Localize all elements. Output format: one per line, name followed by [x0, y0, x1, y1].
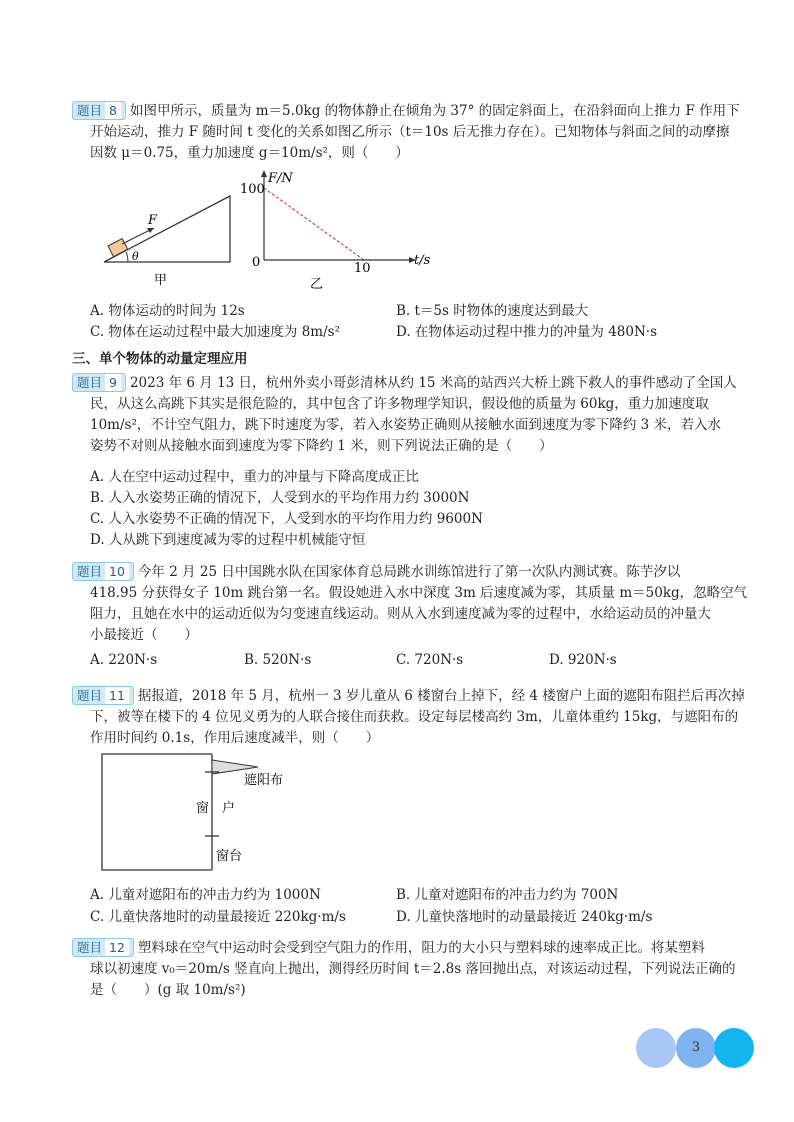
- q9-option-a[interactable]: A. 人在空中运动过程中，重力的冲量与下降高度成正比: [90, 469, 419, 485]
- question-9-line-2: 民，从这么高跳下其实是很危险的，其中包含了许多物理学知识，假设他的质量为 60kg，重力加速度取: [90, 396, 709, 412]
- badge-bubble-right: [714, 1028, 754, 1068]
- question-9-line-4: 姿势不对则从接触水面到速度为零下降约 1 米，则下列说法正确的是（ ）: [90, 438, 553, 454]
- q8-option-a[interactable]: A. 物体运动的时间为 12s: [90, 303, 245, 319]
- x-axis-label: t/s: [414, 253, 431, 268]
- q11-option-b[interactable]: B. 儿童对遮阳布的冲击力约为 700N: [396, 887, 619, 903]
- q9-option-d[interactable]: D. 人从跳下到速度减为零的过程中机械能守恒: [90, 532, 366, 548]
- q11-option-a[interactable]: A. 儿童对遮阳布的冲击力约为 1000N: [90, 887, 321, 903]
- force-line: [264, 188, 364, 260]
- page-number-badge: [636, 1028, 754, 1068]
- figure-yi-caption: 乙: [310, 277, 324, 292]
- block: [108, 239, 128, 257]
- question-8-line-1: 题目 8 如图甲所示，质量为 m＝5.0kg 的物体静止在倾角为 37° 的固定斜面上，在沿斜面向上推力 F 作用下: [72, 101, 732, 122]
- question-tag: 题目 9: [72, 373, 126, 392]
- question-9-line-3: 10m/s²，不计空气阻力，跳下时速度为零，若入水姿势正确则从接触水面到速度为零下降约 3 米，若入水: [90, 417, 722, 433]
- question-10-line-4: 小最接近（ ）: [90, 627, 198, 643]
- q10-option-b[interactable]: B. 520N·s: [244, 652, 312, 668]
- question-11-line-1: 题目 11 据报道，2018 年 5 月，杭州一 3 岁儿童从 6 楼窗台上掉下，经 4 楼窗户上面的遮阳布阻拦后再次掉: [72, 686, 732, 707]
- x-tick-10: 10: [354, 261, 371, 276]
- q10-option-c[interactable]: C. 720N·s: [396, 652, 464, 668]
- q11-option-d[interactable]: D. 儿童快落地时的动量最接近 240kg·m/s: [396, 909, 653, 925]
- question-tag: 题目 10: [72, 562, 134, 581]
- y-axis-arrow: [261, 170, 267, 177]
- q8-option-b[interactable]: B. t＝5s 时物体的速度达到最大: [396, 303, 589, 319]
- section-heading: 三、单个物体的动量定理应用: [72, 351, 248, 367]
- question-12-line-2: 球以初速度 v₀＝20m/s 竖直向上抛出，测得经历时间 t＝2.8s 落回抛出点，对该运动过程，下列说法正确的: [90, 961, 736, 977]
- badge-bubble-left: [636, 1028, 676, 1068]
- awning-label: 遮阳布: [244, 773, 284, 788]
- figure-jia-caption: 甲: [154, 273, 168, 286]
- question-8-line-2: 开始运动，推力 F 随时间 t 变化的关系如图乙所示（t＝10s 后无推力存在）。已知物体与斜面之间的动摩擦: [90, 124, 730, 140]
- y-axis-label: F/N: [268, 171, 293, 186]
- question-tag: 题目 8: [72, 101, 126, 120]
- q10-option-d[interactable]: D. 920N·s: [549, 652, 617, 668]
- question-8: [72, 101, 740, 164]
- q8-option-c[interactable]: C. 物体在运动过程中最大加速度为 8m/s²: [90, 324, 341, 340]
- sill-label: 窗台: [216, 849, 243, 864]
- figure-building: [100, 752, 300, 874]
- question-12-line-1: 题目 12 塑料球在空气中运动时会受到空气阻力的作用，阻力的大小只与塑料球的速率成正比。将某塑料: [72, 938, 732, 959]
- question-10-line-1: 题目 10 今年 2 月 25 日中国跳水队在国家体育总局跳水训练馆进行了第一次队内测试赛。陈芋汐以: [72, 562, 732, 583]
- page-number: 3: [691, 1040, 701, 1055]
- y-tick-100: 100: [240, 182, 265, 197]
- question-11-line-3: 作用时间约 0.1s，作用后速度减半，则（ ）: [90, 730, 380, 746]
- window-label: 窗 户: [196, 801, 236, 816]
- figure-incline: [98, 186, 238, 286]
- question-11: [72, 686, 745, 749]
- question-10-line-3: 阻力，且她在水中的运动近似为匀变速直线运动。则从入水到速度减为零的过程中，水给运动员的冲量大: [90, 606, 711, 622]
- figure-force-time-chart: [238, 168, 438, 292]
- question-9: [72, 373, 737, 457]
- angle-arc: [126, 252, 128, 262]
- angle-label: θ: [132, 250, 139, 263]
- question-tag: 题目 11: [72, 686, 134, 705]
- q9-option-b[interactable]: B. 人入水姿势正确的情况下，人受到水的平均作用力约 3000N: [90, 490, 470, 506]
- q9-option-c[interactable]: C. 人入水姿势不正确的情况下，人受到水的平均作用力约 9600N: [90, 511, 483, 527]
- q11-option-c[interactable]: C. 儿童快落地时的动量最接近 220kg·m/s: [90, 909, 346, 925]
- question-11-line-2: 下，被等在楼下的 4 位见义勇为的人联合接住而获救。设定每层楼高约 3m，儿童体重约 15kg，与遮阳布的: [90, 709, 739, 725]
- question-10: [72, 562, 748, 646]
- question-12: [72, 938, 736, 1001]
- force-label: F: [148, 213, 158, 228]
- q10-option-a[interactable]: A. 220N·s: [90, 652, 158, 668]
- question-9-line-1: 题目 9 2023 年 6 月 13 日，杭州外卖小哥彭清林从约 15 米高的站西兴大桥上跳下救人的事件感动了全国人: [72, 373, 732, 394]
- question-8-line-3: 因数 μ＝0.75，重力加速度 g＝10m/s²，则（ ）: [90, 145, 409, 161]
- q8-option-d[interactable]: D. 在物体运动过程中推力的冲量为 480N·s: [396, 324, 658, 340]
- question-tag: 题目 12: [72, 938, 134, 957]
- question-12-line-3: 是（ ）(g 取 10m/s²): [90, 982, 246, 998]
- origin-label: 0: [252, 255, 261, 270]
- question-10-line-2: 418.95 分获得女子 10m 跳台第一名。假设她进入水中深度 3m 后速度减为零，其质量 m＝50kg，忽略空气: [90, 585, 748, 601]
